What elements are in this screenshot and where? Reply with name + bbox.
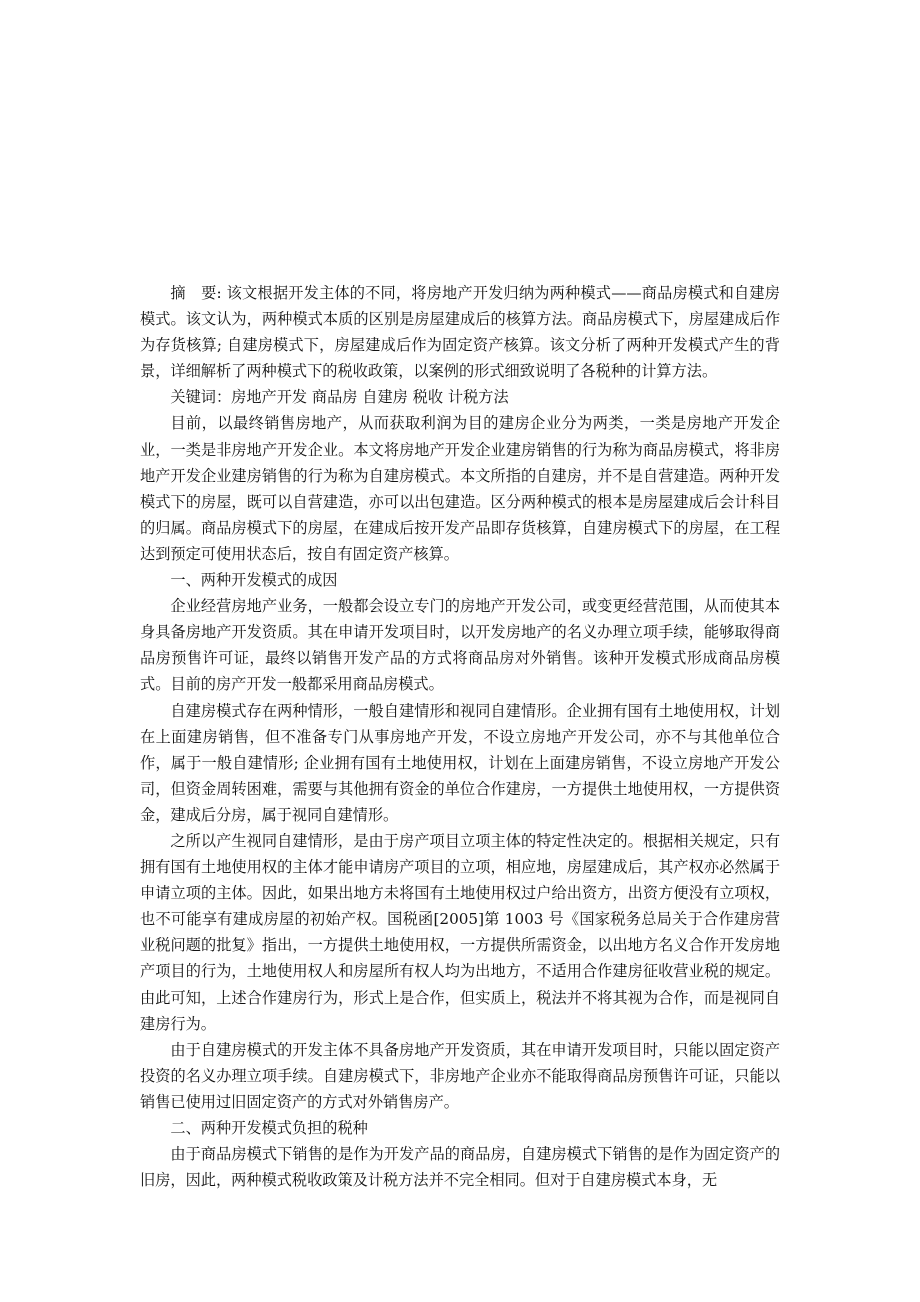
abstract-paragraph: 摘 要: 该文根据开发主体的不同，将房地产开发归纳为两种模式——商品房模式和自建房模式。该文认为，两种模式本质的区别是房屋建成后的核算方法。商品房模式下，房屋建成后作为存货核算; 自建房模式下，房屋建成后作为固定资产核算。该文分析了两种开发模式产生的背景，详细解析了两种模式下的税收政策，以案例的形式细致说明了各税种的计算方法。	[140, 284, 780, 381]
keywords-paragraph: 关键词：房地产开发 商品房 自建房 税收 计税方法	[170, 388, 509, 407]
section-heading: 二、两种开发模式负担的税种	[170, 1119, 368, 1137]
body-paragraph: 由于商品房模式下销售的是作为开发产品的商品房，自建房模式下销售的是作为固定资产的旧房，因此，两种模式税收政策及计税方法并不完全相同。但对于自建房模式本身，无	[140, 1145, 780, 1190]
body-paragraph: 由于自建房模式的开发主体不具备房地产开发资质，其在申请开发项目时，只能以固定资产投资的名义办理立项手续。自建房模式下，非房地产企业亦不能取得商品房预售许可证，只能以销售已使用过旧固定资产的方式对外销售房产。	[140, 1040, 780, 1111]
body-paragraph: 企业经营房地产业务，一般都会设立专门的房地产开发公司，或变更经营范围，从而使其本身具备房地产开发资质。其在申请开发项目时，以开发房地产的名义办理立项手续，能够取得商品房预售许可证，最终以销售开发产品的方式将商品房对外销售。该种开发模式形成商品房模式。目前的房产开发一般都采用商品房模式。	[140, 597, 780, 694]
body-paragraph: 之所以产生视同自建情形，是由于房产项目立项主体的特定性决定的。根据相关规定，只有拥有国有土地使用权的主体才能申请房产项目的立项，相应地，房屋建成后，其产权亦必然属于申请立项的主体。因此，如果出地方未将国有土地使用权过户给出资方，出资方便没有立项权，也不可能享有建成房屋的初始产权。国税函[2005]第 1003 号《国家税务总局关于合作建房营业税问题的批复》指出，一方提供土地使用权，一方提供所需资金，以出地方名义合作开发房地产项目的行为，土地使用权人和房屋所有权人均为出地方，不适用合作建房征收营业税的规定。由此可知，上述合作建房行为，形式上是合作，但实质上，税法并不将其视为合作，而是视同自建房行为。	[140, 831, 780, 1033]
section-heading: 一、两种开发模式的成因	[170, 571, 338, 590]
document-body	[140, 280, 780, 1193]
body-paragraph: 目前，以最终销售房地产，从而获取利润为目的建房企业分为两类，一类是房地产开发企业，一类是非房地产开发企业。本文将房地产开发企业建房销售的行为称为商品房模式，将非房地产开发企业建房销售的行为称为自建房模式。本文所指的自建房，并不是自营建造。两种开发模式下的房屋，既可以自营建造，亦可以出包建造。区分两种模式的根本是房屋建成后会计科目的归属。商品房模式下的房屋，在建成后按开发产品即存货核算，自建房模式下的房屋，在工程达到预定可使用状态后，按自有固定资产核算。	[140, 414, 780, 563]
body-paragraph: 自建房模式存在两种情形，一般自建情形和视同自建情形。企业拥有国有土地使用权，计划在上面建房销售，但不准备专门从事房地产开发，不设立房地产开发公司，亦不与其他单位合作，属于一般自建情形; 企业拥有国有土地使用权，计划在上面建房销售，不设立房地产开发公司，但资金周转困难，需要与其他拥有资金的单位合作建房，一方提供土地使用权，一方提供资金，建成后分房，属于视同自建情形。	[140, 701, 780, 824]
